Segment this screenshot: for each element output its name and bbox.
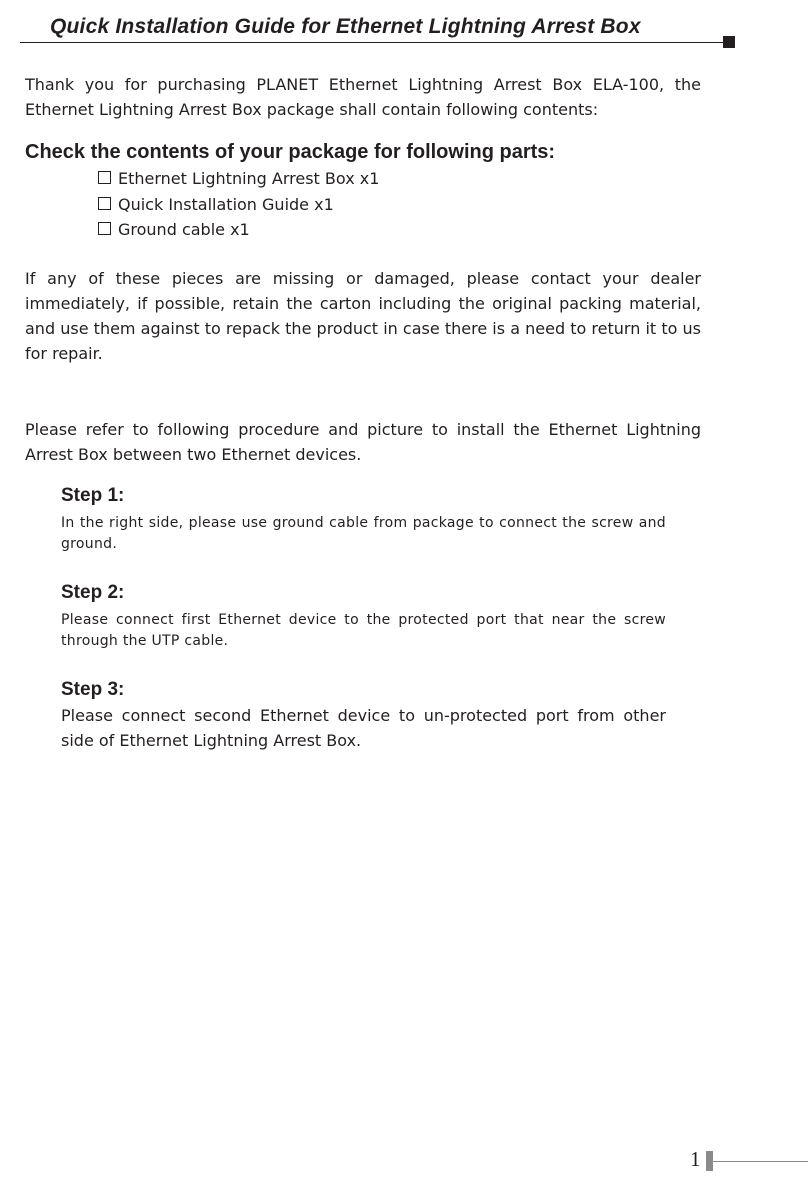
package-checklist xyxy=(98,166,379,243)
checklist-item-label: Ethernet Lightning Arrest Box x1 xyxy=(118,169,380,188)
page-marker-line xyxy=(713,1161,808,1162)
step-2-heading: Step 2: xyxy=(61,582,125,603)
page-number: 1 xyxy=(690,1147,701,1171)
checkbox-icon xyxy=(98,197,111,210)
checklist-item-label: Quick Installation Guide x1 xyxy=(118,194,334,214)
checklist-item xyxy=(98,166,379,192)
missing-parts-paragraph: If any of these pieces are missing or damaged, please contact your dealer immediately, if possible, retain the carton including the original packing material, and use them against to repack the product in case there is a need to return it to us for repair. xyxy=(25,269,701,363)
page-title: Quick Installation Guide for Ethernet Lightning Arrest Box xyxy=(50,15,641,38)
step-1-heading: Step 1: xyxy=(61,485,125,506)
page-marker xyxy=(706,1151,713,1171)
step-1-text: In the right side, please use ground cable from package to connect the screw and ground. xyxy=(61,515,666,552)
procedure-intro-paragraph: Please refer to following procedure and picture to install the Ethernet Lightning Arrest Box between two Ethernet devices. xyxy=(25,420,701,464)
title-rule xyxy=(20,42,723,43)
checklist-item xyxy=(98,192,379,218)
step-3-text: Please connect second Ethernet device to un-protected port from other side of Ethernet Lightning Arrest Box. xyxy=(61,706,666,750)
title-square-marker xyxy=(723,36,735,48)
step-3-heading: Step 3: xyxy=(61,679,125,700)
checkbox-icon xyxy=(98,171,111,184)
step-2-text: Please connect first Ethernet device to the protected port that near the screw through the UTP cable. xyxy=(61,612,666,649)
checklist-item-label: Ground cable x1 xyxy=(118,220,250,239)
checklist-heading-text: Check the contents of your package for following parts xyxy=(25,141,549,163)
checklist-item xyxy=(98,217,379,243)
checkbox-icon xyxy=(98,222,111,235)
intro-paragraph: Thank you for purchasing PLANET Ethernet Lightning Arrest Box ELA-100, the Ethernet Lightning Arrest Box package shall contain following contents: xyxy=(25,75,701,119)
checklist-heading-colon: : xyxy=(548,141,556,163)
checklist-heading xyxy=(25,139,555,165)
